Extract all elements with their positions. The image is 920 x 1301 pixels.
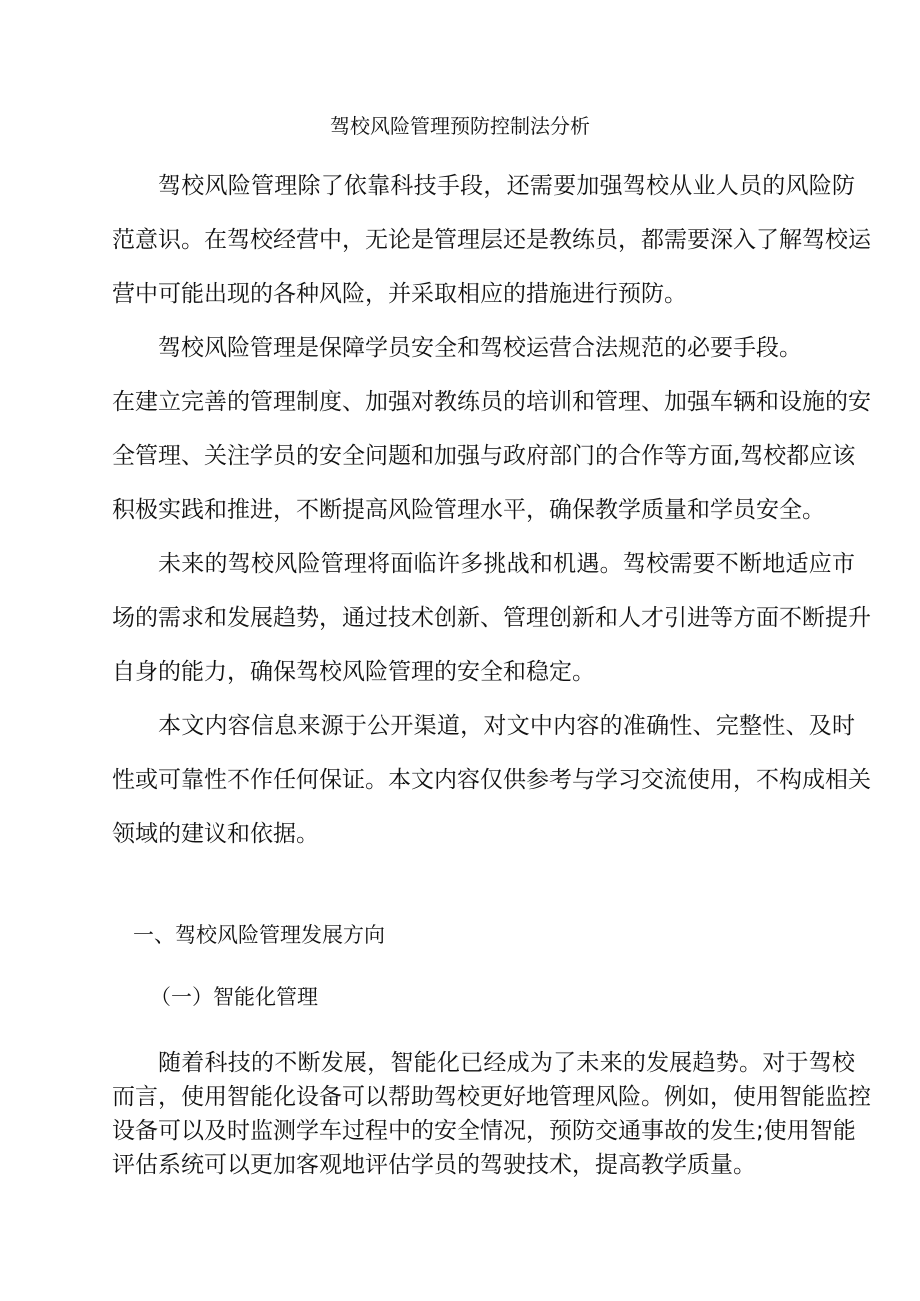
paragraph-line: 积极实践和推进，不断提高风险管理水平，确保教学质量和学员安全。 — [112, 497, 825, 523]
paragraph-line: 驾校风险管理除了依靠科技手段，还需要加强驾校从业人员的风险防 — [158, 173, 855, 199]
paragraph-line: 未来的驾校风险管理将面临许多挑战和机遇。驾校需要不断地适应市 — [158, 551, 855, 577]
paragraph-line: 场的需求和发展趋势，通过技术创新、管理创新和人才引进等方面不断提升 — [112, 605, 871, 631]
paragraph-line: 驾校风险管理是保障学员安全和驾校运营合法规范的必要手段。 — [158, 335, 802, 361]
paragraph-line: 在建立完善的管理制度、加强对教练员的培训和管理、加强车辆和设施的安 — [112, 389, 871, 415]
paragraph-line: 本文内容信息来源于公开渠道，对文中内容的准确性、完整性、及时 — [158, 713, 855, 739]
paragraph-line: 自身的能力，确保驾校风险管理的安全和稳定。 — [112, 659, 595, 685]
paragraph-line: 而言，使用智能化设备可以帮助驾校更好地管理风险。例如，使用智能监控 — [112, 1084, 871, 1110]
paragraph-line: 领域的建议和依据。 — [112, 821, 319, 847]
paragraph-line: 随着科技的不断发展，智能化已经成为了未来的发展趋势。对于驾校 — [158, 1050, 855, 1076]
paragraph-line: 评估系统可以更加客观地评估学员的驾驶技术，提高教学质量。 — [112, 1152, 756, 1178]
section-heading: 一、驾校风险管理发展方向 — [133, 923, 385, 947]
paragraph-line: 范意识。在驾校经营中，无论是管理层还是教练员，都需要深入了解驾校运 — [112, 227, 871, 253]
paragraph-line: 营中可能出现的各种风险，并采取相应的措施进行预防。 — [112, 281, 687, 307]
paragraph-line: 全管理、关注学员的安全问题和加强与政府部门的合作等方面,驾校都应该 — [112, 443, 856, 469]
subsection-heading: （一）智能化管理 — [150, 985, 318, 1009]
document-title: 驾校风险管理预防控制法分析 — [330, 114, 590, 138]
paragraph-line: 设备可以及时监测学车过程中的安全情况，预防交通事故的发生;使用智能 — [112, 1118, 856, 1144]
paragraph-line: 性或可靠性不作任何保证。本文内容仅供参考与学习交流使用，不构成相关 — [112, 767, 871, 793]
